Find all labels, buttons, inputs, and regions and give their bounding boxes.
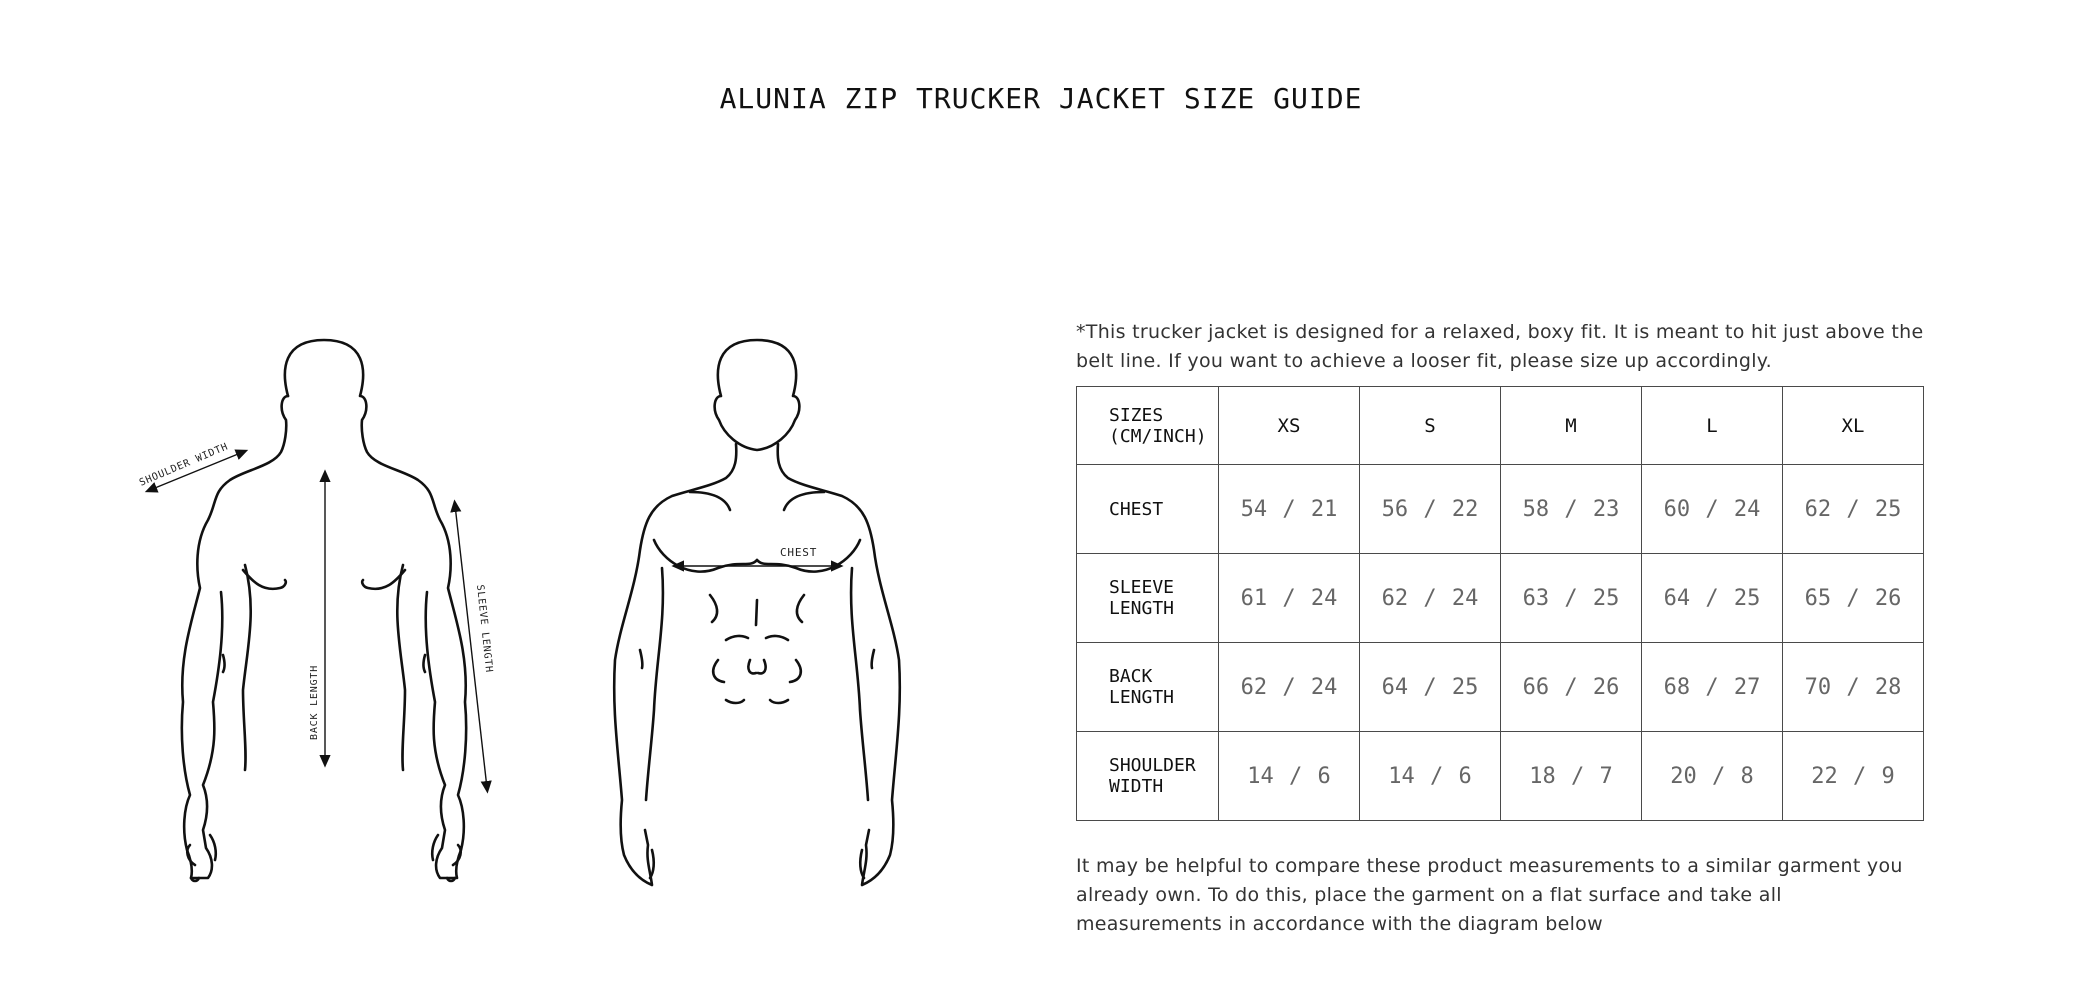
row-label: [1077, 643, 1219, 732]
table-row-chest: [1077, 465, 1924, 554]
table-cell: 18 / 7: [1501, 732, 1642, 821]
fit-note: *This trucker jacket is designed for a relaxed, boxy fit. It is meant to hit just above the belt line. If you want to achieve a looser fit, please size up accordingly.: [1076, 321, 1924, 372]
back-length-label: BACK LENGTH: [309, 664, 320, 740]
row-label-line: SLEEVE: [1109, 577, 1175, 598]
front-view-diagram: [600, 330, 920, 890]
row-label-line: CHEST: [1109, 498, 1164, 520]
table-cell: 56 / 22: [1360, 465, 1501, 554]
table-cell: 64 / 25: [1642, 554, 1783, 643]
row-label-line: LENGTH: [1109, 598, 1175, 619]
table-cell: 62 / 25: [1783, 465, 1924, 554]
table-cell: 14 / 6: [1219, 732, 1360, 821]
table-cell: 58 / 23: [1501, 465, 1642, 554]
sizes-header-line-1: SIZES: [1109, 404, 1164, 426]
table-cell: 61 / 24: [1219, 554, 1360, 643]
table-cell: 60 / 24: [1642, 465, 1783, 554]
page-title: ALUNIA ZIP TRUCKER JACKET SIZE GUIDE: [719, 82, 1363, 115]
row-label-line: SHOULDER: [1109, 755, 1196, 776]
table-cell: 14 / 6: [1360, 732, 1501, 821]
size-header-xl: XL: [1783, 387, 1924, 465]
shoulder-width-label: SHOULDER WIDTH: [137, 441, 231, 489]
table-cell: 20 / 8: [1642, 732, 1783, 821]
table-cell: 62 / 24: [1219, 643, 1360, 732]
row-label-line: LENGTH: [1109, 687, 1175, 708]
table-header-row: [1077, 387, 1924, 465]
size-header-xs: XS: [1219, 387, 1360, 465]
row-label: [1077, 732, 1219, 821]
row-label: [1077, 554, 1219, 643]
table-cell: 64 / 25: [1360, 643, 1501, 732]
measurement-note: It may be helpful to compare these product measurements to a similar garment you already own. To do this, place the garment on a flat surface and take all measurements in accordance with the diagram below: [1076, 855, 1903, 935]
table-cell: 22 / 9: [1783, 732, 1924, 821]
row-label-line: WIDTH: [1109, 776, 1164, 797]
size-header-l: L: [1642, 387, 1783, 465]
size-header-s: S: [1360, 387, 1501, 465]
size-header-m: M: [1501, 387, 1642, 465]
size-chart-table: [1076, 386, 1924, 821]
table-cell: 65 / 26: [1783, 554, 1924, 643]
row-label-line: BACK: [1109, 666, 1153, 687]
table-cell: 66 / 26: [1501, 643, 1642, 732]
back-body-illustration: [135, 330, 515, 890]
table-row-back-length: [1077, 643, 1924, 732]
chest-label: CHEST: [780, 546, 818, 559]
front-body-illustration: [600, 330, 920, 890]
table-cell: 63 / 25: [1501, 554, 1642, 643]
row-label: [1077, 465, 1219, 554]
sizes-header-line-2: (CM/INCH): [1109, 425, 1207, 447]
table-cell: 54 / 21: [1219, 465, 1360, 554]
sleeve-length-label: SLEEVE LENGTH: [474, 584, 495, 674]
table-row-shoulder-width: [1077, 732, 1924, 821]
sizes-header-cell: [1077, 387, 1219, 465]
table-cell: 70 / 28: [1783, 643, 1924, 732]
table-row-sleeve-length: [1077, 554, 1924, 643]
table-cell: 62 / 24: [1360, 554, 1501, 643]
back-view-diagram: [135, 330, 515, 890]
table-cell: 68 / 27: [1642, 643, 1783, 732]
